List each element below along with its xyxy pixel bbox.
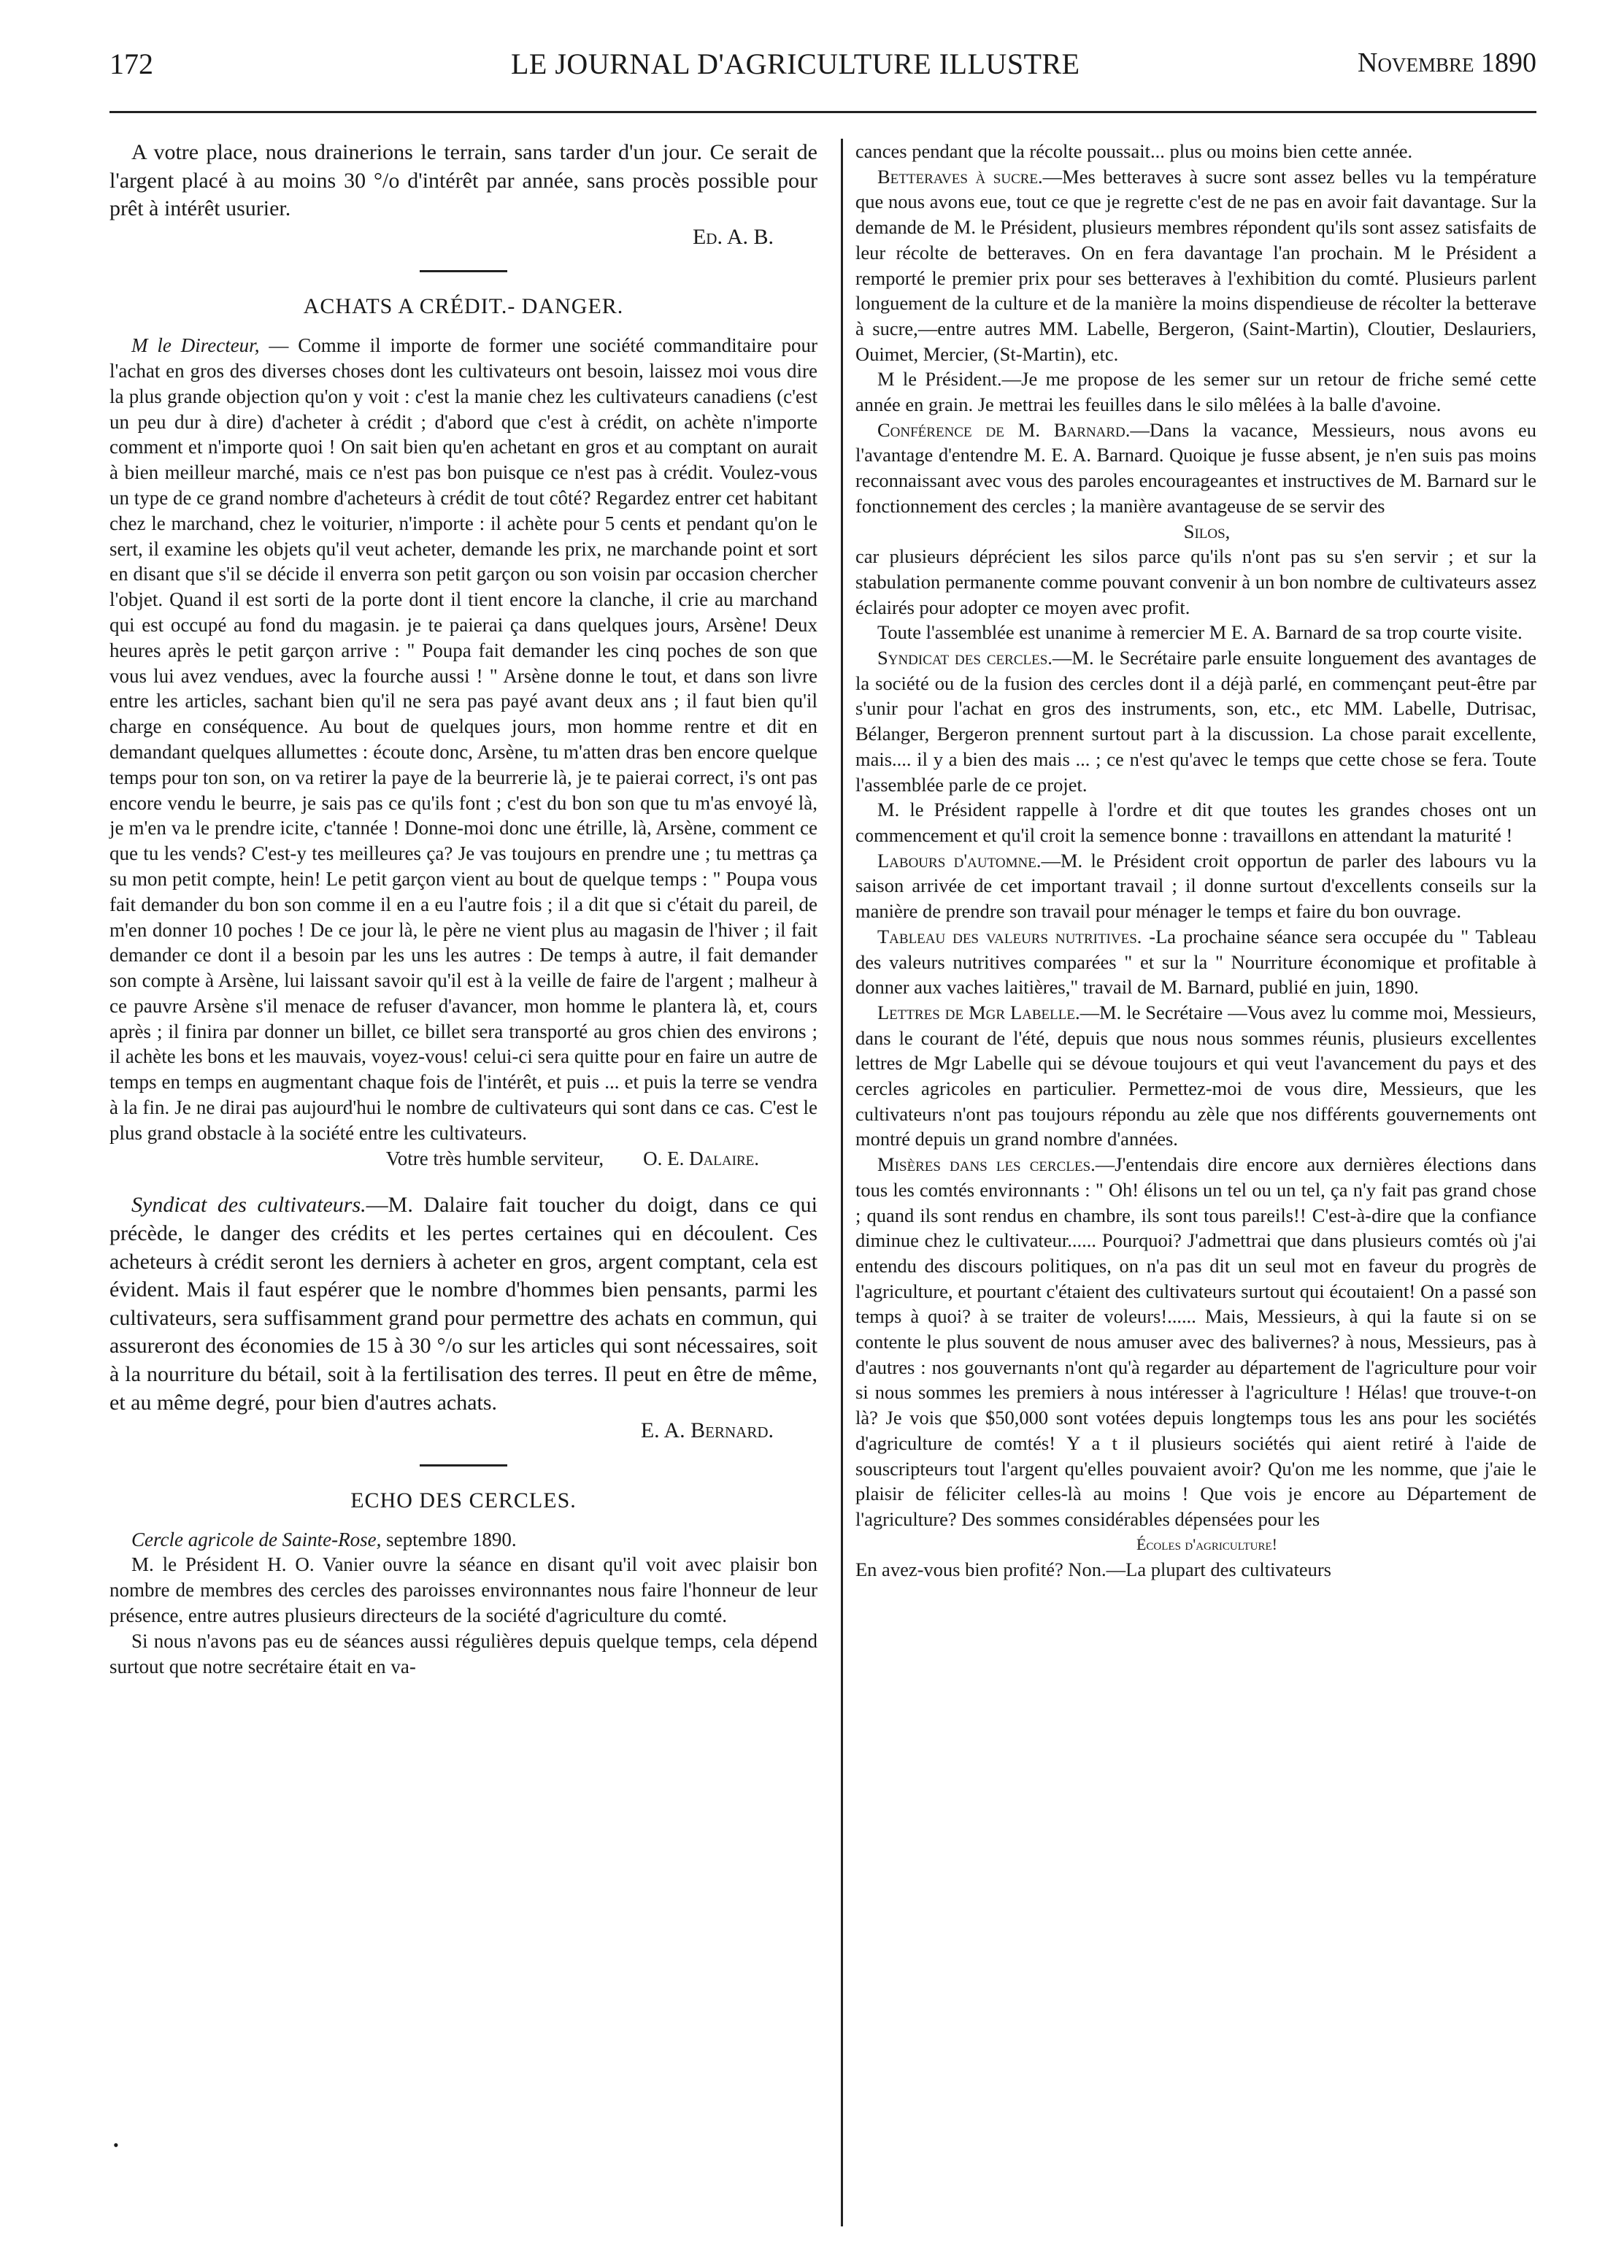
tableau-paragraph [855, 924, 1536, 1000]
journal-title: LE JOURNAL D'AGRICULTURE ILLUSTRE [511, 47, 1080, 80]
letter-body: — Comme il importe de former une société commanditaire pour l'achat en gros des diverses choses dont les cultivateurs ont besoin, laissez moi vous dire la plus grande objection qu'on y voit : c'est la manie chez les cultivateurs canadiens (c'est un peu dur à dire) d'acheter à crédit ; d'abord que c'est à crédit, on achète n'importe comment et n'importe quoi ! On sait bien qu'en achetant en gros et au comptant on aurait à bien meilleur marché, mais ce n'est pas bon puisque ce n'est pas à crédit. Voulez-vous un type de ce grand nombre d'acheteurs à crédit de tout côté? Regardez entrer cet habitant chez le marchand, chez le voiturier, n'importe : il achète pour 5 cents et pendant qu'on le sert, il examine les objets qu'il veut acheter, demande les prix, ne marchande point et sort en disant que s'il se décide il enverra son petit garçon ou son voisin par occasion chercher l'objet. Quand il est sorti de la porte dont il tient encore la clanche, il crie au marchand qui est occupé au fond du magasin. je te paierai ça dans quelques jours, Arsène! Deux heures après le petit garçon arrive : " Poupa fait demander les cinq poches de son que vous lui avez vendues, avec la fourche aussi ! " Arsène donne le tout, et dans son livre entre les articles, sachant bien qu'il ne sera pas payé avant deux ans ; il faut bien qu'il charge en conséquence. Au bout de quelques jours, mon homme rentre et dit en demandant quelques allumettes : écoute donc, Arsène, tu m'atten dras ben encore quelque temps pour ton son, on va retirer la paye de la beurrerie là, je te paierai correct, i's ont pas encore vendu le beurre, je sais pas ce qu'ils font ; c'est du bon son que tu m'as envoyé là, je m'en va le prendre icite, c'tannée ! Donne-moi donc une étrille, là, Arsène, comment ce que tu les vends? C'est-y tes meilleures ça? Je vas toujours en prendre une ; tu mettras ça su mon petit compte, hein! Le petit garçon vient au bout de quelque temps : " Poupa vous fait demander du bon son comme il en a eu l'autre fois ; il a dit que si c'était du pareil, de m'en donner 10 poches ! De ce jour là, le père ne vient plus au magasin de l'hiver ; il fait demander ce dont il a besoin par les uns les autres : De temps à autre, il fait demander son compte à Arsène, lui laissant savoir qu'il est à la veille de faire de l'argent ; malheur à ce pauvre Arsène s'il menace de refuser d'avancer, mon homme le plantera là, et, cours après ; il finira par donner un billet, ce billet sera transporté au gros chien des environs ; il achète les bons et les mauvais, voyez-vous! celui-ci sera quitte pour en faire un autre de temps en temps en augmentant chaque fois de l'intérêt, et puis ... et puis la terre se vendra à la fin. Je ne dirai pas aujourd'hui le nombre de cultivateurs qui sont dans ce cas. C'est le plus grand obstacle à la société entre les cultivateurs. [109, 334, 817, 1144]
letter-signature: O. E. Dalaire. [643, 1147, 759, 1169]
silos-heading: Silos, [1183, 520, 1231, 542]
syndicat-paragraph [109, 1191, 817, 1417]
intro-signature: Ed. A. B. [692, 224, 774, 249]
miseres-body: —J'entendais dire encore aux dernières élections dans tous les comtés environnants : " Oh! élisons un tel ou un tel, ça n'y fait pas grand chose ; quand ils sont rendus en chambre, ils sont tous pareils!! C'est-à-dire que la confiance diminue chez le cultivateur...... Pourquoi? J'admettrai que dans plusieurs comtés où j'ai entendu des discours politiques, on n'a pas dit un seul mot en faveur du progrès de l'agriculture, et pourtant c'étaient des cultivateurs surtout qui écoutaient! On a passé son temps à quoi? à se traiter de voleurs!...... Mais, Messieurs, à qui la faute si on se contente le plus souvent de nous amuser avec des balivernes? à nous, Messieurs, pas à d'autres : nos gouvernants n'ont qu'à regarder au département de l'agriculture pour voir si nous sommes les premiers à nous intéresser à l'agriculture ! Hélas! que trouve-t-on là? Je vois que $50,000 sont votées depuis longtemps tous les ans pour les sociétés d'agriculture de comtés! Y a t il plusieurs sociétés qui aient retiré à l'aide de souscripteurs tout l'argent qu'elles pouvaient avoir? Qu'on me les nomme, que j'aie le plaisir de féliciter celles-là au moins ! Que vois je encore au Département de l'agriculture? Des sommes considérables dépensées pour les [855, 1153, 1536, 1530]
syndicat-cercles-lead: Syndicat des cercles. [877, 647, 1052, 669]
conference-body: —Dans la vacance, Messieurs, nous avons eu l'avantage d'entendre M. E. A. Barnard. Quoique je fusse absent, je n'en suis pas moins reconnaissant avec vous des paroles encourageantes et instructives de M. Barnard sur le fonctionnement des cercles ; la manière avantageuse de se servir des [855, 418, 1536, 517]
miseres-lead: Misères dans les cercles. [877, 1153, 1096, 1176]
continued-paragraph: cances pendant que la récolte poussait... plus ou moins bien cette année. [855, 140, 1413, 162]
semer-paragraph: M le Président.—Je me propose de les semer sur un retour de friche semé cette année en grain. Je mettrai les feuilles dans le silo mêlées à la balle d'avoine. [855, 368, 1536, 416]
intro-paragraph: A votre place, nous drainerions le terrain, sans tarder d'un jour. Ce serait de l'argent placé à au moins 30 °/o d'intérêt par année, sans procès possible pour prêt à intérêt usurier. [109, 140, 817, 221]
right-column [855, 139, 1536, 1583]
cercle-title: Cercle agricole de Sainte-Rose, [131, 1528, 382, 1550]
tableau-lead: Tableau des valeurs nutritives. [877, 925, 1142, 947]
separator-rule [420, 1464, 507, 1466]
cercle-paragraph-1: M. le Président H. O. Vanier ouvre la séance en disant qu'il voit avec plaisir bon nombre de membres des cercles des paroisses environnantes nous faire l'honneur de leur présence, entre autres plusieurs directeurs de la société d'agriculture du comté. [109, 1553, 817, 1626]
labours-lead: Labours d'automne. [877, 849, 1042, 872]
syndicat-body: —M. Dalaire fait toucher du doigt, dans ce qui précède, le danger des crédits et les pertes certaines qui en découlent. Ces acheteurs à crédit seront les derniers à acheter en gros, argent comptant, cela est évident. Mais il faut espérer que le nombre d'hommes bien pensants, parmi les cultivateurs, sera suffisamment grand pour permettre des achats en commun, qui assureront des économies de 15 à 30 °/o sur les articles qui sont nécessaires, soit à la nourriture du bétail, soit à la fertilisation des terres. Il peut en être de même, et au même degré, pour bien d'autres achats. [109, 1193, 817, 1415]
left-column [109, 139, 817, 1679]
labours-body: —M. le Président croit opportun de parler des labours vu la saison arrivée de cet important travail ; il donne surtout d'excellents conseils sur la manière de prendre son travail pour ménager le temps et faire du bon ouvrage. [855, 849, 1536, 923]
silos-paragraph: car plusieurs déprécient les silos parce qu'ils n'ont pas su s'en servir ; et sur la stabulation permanente comme pouvant convenir à un bon nombre de cultivateurs assez éclairés pour adopter ce moyen avec profit. [855, 545, 1536, 618]
cercle-date: septembre 1890. [381, 1528, 517, 1550]
ecoles-heading: Écoles d'agriculture! [1136, 1534, 1278, 1553]
letter-closing-line [109, 1146, 817, 1172]
syndicat-cercles-body: —M. le Secrétaire parle ensuite longuement des avantages de la société ou de la fusion des cercles dont il a déjà parlé, en commençant peut-être par s'unir pour l'achat en gros des instruments, son, etc., etc MM. Labelle, Dutrisac, Bélanger, Bergeron prennent surtout part à la discussion. La chose parait excellente, mais.... il y a bien des mais ... ; ce n'est qu'avec le temps que cette chose se fera. Toute l'assemblée parle de ce projet. [855, 647, 1536, 796]
lettres-body: —M. le Secrétaire —Vous avez lu comme moi, Messieurs, dans le courant de l'été, depuis que nous nous sommes réunis, plusieurs excellentes lettres de Mgr Labelle qui se dévoue toujours et qui veut l'avancement du pays et des cercles agricoles en particulier. Permettez-moi de vous dire, Messieurs, que les cultivateurs n'ont pas toujours répondu au zèle que nos différents gouvernements ont montré depuis un grand nombre d'années. [855, 1001, 1537, 1150]
header-rule [109, 111, 1536, 113]
letter-salutation: M le Directeur, [131, 334, 260, 357]
letter-paragraph [109, 333, 817, 1146]
section-title-echo: ECHO DES CERCLES. [350, 1488, 577, 1512]
syndicat-lead: Syndicat des cultivateurs. [131, 1193, 366, 1218]
cercle-paragraph-2: Si nous n'avons pas eu de séances aussi régulières depuis quelque temps, cela dépend surtout que notre secrétaire était en va- [109, 1629, 817, 1677]
conference-lead: Conférence de M. Barnard. [877, 418, 1131, 441]
conference-paragraph [855, 418, 1536, 519]
syndicat-cercles-paragraph [855, 645, 1536, 797]
margin-dot: • [113, 2136, 119, 2154]
separator-rule [420, 270, 507, 272]
tableau-body: -La prochaine séance sera occupée du " Tableau des valeurs nutritives comparées " et sur la " Nourriture économique et profitable à donner aux vaches laitières," travail de M. Barnard, publié en juin, 1890. [855, 925, 1536, 999]
betteraves-body: —Mes betteraves à sucre sont assez belles vu la température que nous avons eue, tout ce que je regrette c'est de ne pas en avoir fait davantage. Sur la demande de M. le Président, plusieurs membres répondent qu'ils sont assez satisfaits de leur récolte de betteraves. On en fera davantage l'an prochain. M le Président a remporté le premier prix pour ses betteraves à l'exhibition du comté. Plusieurs parlent longuement de la culture et de la manière la moins dispendieuse de récolter la betterave à sucre,—entre autres MM. Labelle, Bergeron, (Saint-Martin), Cloutier, Deslauriers, Ouimet, Mercier, (St-Martin), etc. [855, 165, 1536, 365]
labours-paragraph [855, 848, 1536, 924]
last-line: En avez-vous bien profité? Non.—La plupart des cultivateurs [855, 1558, 1331, 1581]
letter-closing: Votre très humble serviteur, [385, 1147, 604, 1169]
issue-date: Novembre 1890 [1358, 47, 1536, 78]
ordre-paragraph: M. le Président rappelle à l'ordre et dit que toutes les grandes choses ont un commencement et qu'il croit la semence bonne : travaillons en attendant la maturité ! [855, 799, 1536, 846]
column-divider [841, 139, 843, 2226]
cercle-header [109, 1527, 817, 1553]
page-number: 172 [109, 47, 153, 80]
lettres-lead: Lettres de Mgr Labelle. [877, 1001, 1080, 1023]
article-title-achats: ACHATS A CRÉDIT.- DANGER. [303, 294, 624, 319]
syndicat-signature: E. A. Bernard. [640, 1418, 774, 1443]
lettres-paragraph [855, 1000, 1536, 1152]
betteraves-paragraph [855, 164, 1536, 367]
betteraves-lead: Betteraves à sucre. [877, 165, 1043, 188]
page-header [109, 47, 1536, 83]
remercier-paragraph: Toute l'assemblée est unanime à remercier M E. A. Barnard de sa trop courte visite. [877, 621, 1523, 644]
miseres-paragraph [855, 1152, 1536, 1532]
